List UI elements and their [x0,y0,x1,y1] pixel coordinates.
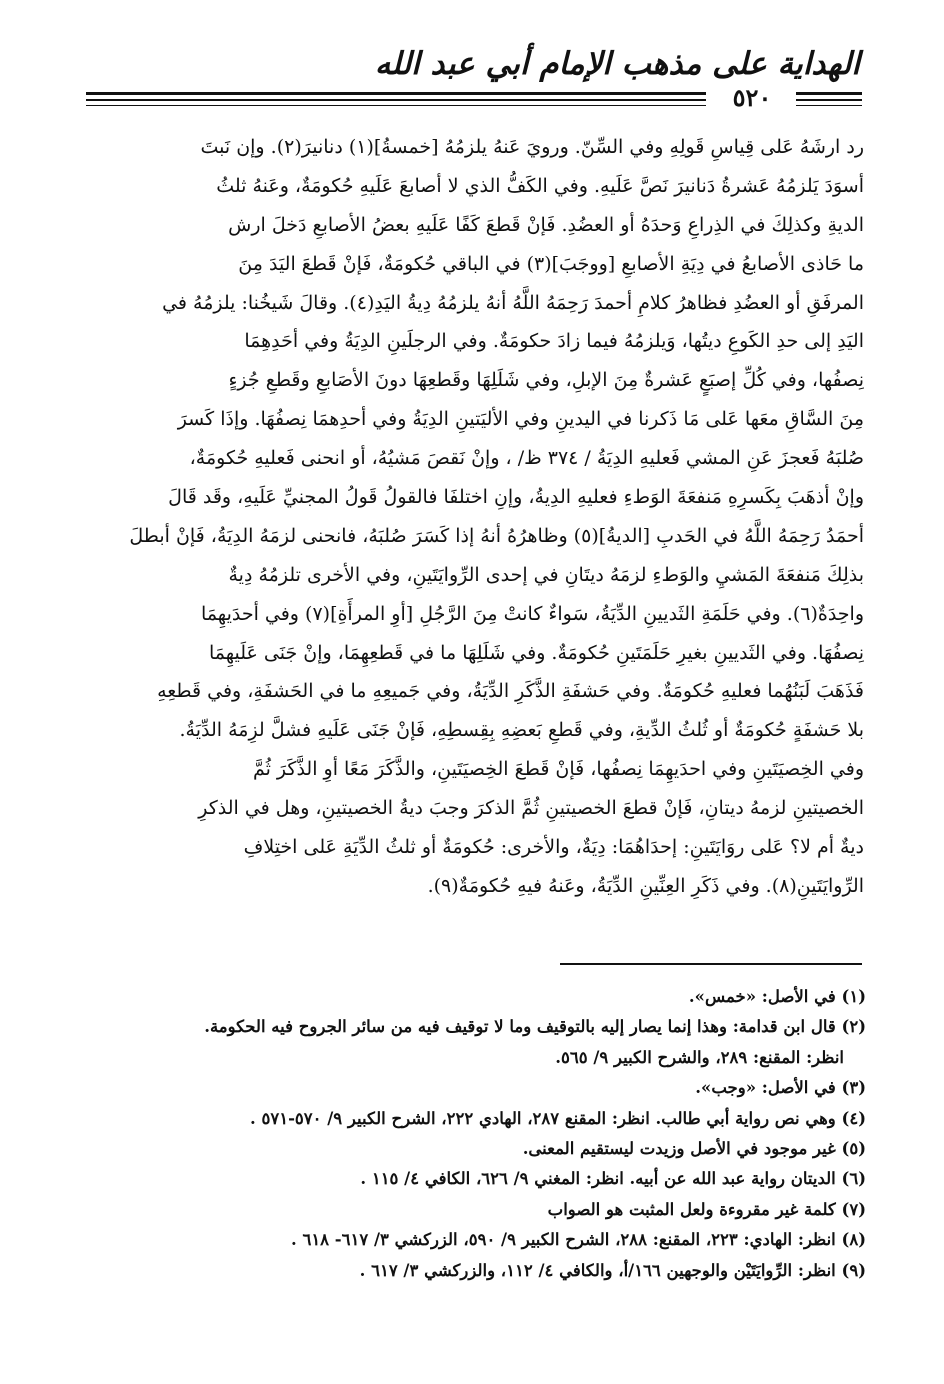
main-text [80,128,864,906]
text-line: بلا حَشفَةٍ حُكومَةٌ أو ثُلثُ الدِّيةِ، وفي قَطعِ بَعضِهِ بِقِسطِهِ، فَإنْ جَنَى عَلَيهِ فشلَّ لزِمَهُ الدِّيَةُ. [179,719,864,742]
header-rule [796,92,862,95]
footnote: (٣) في الأصل: «وجب». [695,1078,866,1098]
text-line: ديةٌ أم لا؟ عَلى روَايَتَينِ: إحدَاهُمَا: دِيَةٌ، والأخرى: حُكومَةٌ أو ثلثُ الدِّيَةِ عَلى اختِلافِ [243,836,864,859]
text-line: رد ارشَهُ عَلى قِياسِ قَولِهِ وفي السِّنّ. ورويَ عَنهُ يلزمُهُ [خمسةُ](١) دنانيرَ(٢). وإن نَبتَ [200,136,864,158]
text-line: أسوَدَ يَلزمُهُ عَشرةُ دَنانيرَ نَصَّ عَلَيهِ. وفي الكَفُّ الذي لا أصابعَ عَلَيهِ حُكومَةٌ، وعَنهُ ثلثُ [216,174,864,197]
text-line: وفي الخِصيَتَينِ وفي احدَيهِمَا نِصفُها، فَإنْ قَطعَ الخِصيَتَينِ، والذَّكَرَ مَعًا أوِ الذَّكَرَ ثُمَّ [252,758,864,781]
footnote: (٨) انظر: الهادي: ٢٢٣، المقنع: ٢٨٨، الشرح الكبير ٩/ ٥٩٠، الزركشي ٣/ ٦١٧- ٦١٨ . [290,1230,866,1250]
text-line: الرِّوايَتَينِ(٨). وفي ذَكَرِ العِنِّينِ الدِّيَةُ، وعَنهُ فيهِ حُكومَةٌ(٩). [427,874,864,897]
text-line: المرفَقِ أو العضُدِ فظاهرُ كلامِ أحمدَ رَحِمَهُ اللَّهُ أنهُ يلزمُهُ دِيةُ اليَدِ(٤). وقالَ شَيخُنا: يلزمُهُ في [162,291,864,314]
footnote: (٢) قال ابن قدامة: وهذا إنما يصار إليه بالتوقيف وما لا توقيف فيه من سائر الجروح فيه الحكومة. [204,1017,866,1037]
header-rule [796,105,862,106]
footnote: (٦) الديتان رواية عبد الله عن أبيه. انظر: المغني ٩/ ٦٢٦، الكافي ٤/ ١١٥ . [360,1169,866,1189]
text-line: فَذَهَبَ لَبَنُهُما فعليهِ حُكومَةٌ. وفي حَشفَةِ الذَّكَرِ الدِّيَةُ، وفي جَميعِهِ ما في الحَشفَةِ، وفي قَطعِهِ [157,680,864,703]
text-line: ما حَاذى الأصابعُ في دِيَةِ الأصابعِ [ووجَبَ](٣) في الباقي حُكومَةٌ، فَإنْ قَطعَ اليَدَ مِنَ [238,252,864,275]
text-line: نِصفُها، وفي كُلِّ إصبَعٍ عَشرةٌ مِنَ الإبلِ، وفي شَلَلِهَا وقَطعِهَا دونَ الأصَابعِ وقَطعِ جُزءٍ [228,369,864,392]
footnote: (١) في الأصل: «خمس». [688,987,866,1006]
text-line: الخصيتينِ لزمهُ ديتانِ، فَإنْ قطعَ الخصيتينِ ثُمَّ الذكرَ وجبَ ديةُ الخصيتينِ، وهل في الذكرِ [198,797,864,820]
text-line: نِصفُهَا. وفي الثَديينِ بغيرِ حَلَمَتَينِ حُكومَةٌ. وفي شَلَلِهَا ما في قَطعِهِمَا، وإنْ جَنَى عَلَيهِمَا [208,641,864,664]
header-rule [796,99,862,101]
text-line: مِنَ السَّاقِ معَها عَلى مَا ذَكرنا في اليدينِ وفي الأليَتينِ الدِيَةُ وفي أحدِهمَا نِصفُهَا. وإذَا كَسرَ [177,408,864,431]
text-line: صُلبَهُ فَعجزَ عَنِ المشي فَعليهِ الدِيَةُ / ٣٧٤ ظ/ ، وإنْ نَقصَ مَشيُهُ، أو انحنى فَعليهِ حُكومَةٌ، [189,447,864,470]
text-line: بذلِكَ مَنفعَةَ المَشيِ والوَطءِ لزمَهُ ديتَانِ في إحدى الرِّوايَتَينِ، وفي الأخرى تلزمُهُ دِيةٌ [228,563,864,586]
header-rule [86,105,706,106]
text-line: الديةِ وكذلِكَ في الذِراعِ وَحدَهُ أو العضُدِ. فَإنْ قَطعَ كَفًا عَلَيهِ بعضُ الأصابعِ دَخلَ ارش [228,213,864,236]
footnote: (٩) انظر: الرِّوايَتَيْن والوجهين ١٦٦/أ، والكافي ٤/ ١١٢، والزركشي ٣/ ٦١٧ . [359,1260,866,1280]
running-header-title: الهداية على مذهب الإمام أبي عبد الله [374,46,860,82]
footnote: (٤) وهي نص رواية أبي طالب. انظر: المقنع ٢٨٧، الهادي ٢٢٢، الشرح الكبير ٩/ ٥٧٠-٥٧١ . [249,1108,866,1128]
footnote-separator [560,963,862,965]
footnote: (٥) غير موجود في الأصل وزيدت ليستقيم المعنى. [522,1138,866,1158]
footnote: (٧) كلمة غير مقروءة ولعل المثبت هو الصواب [547,1199,866,1219]
footnotes [86,982,866,1286]
text-line: اليَدِ إلى حدِ الكَوعِ ديتُها، وَيلزمُهُ فيما زادَ حكومَةٌ. وفي الرجلَينِ الدِيَةُ وفي أحَدِهِمَا [244,330,864,353]
header-rule [86,92,706,95]
text-line: وإنْ أذهَبَ بِكَسرِهِ مَنفعَةَ الوَطءِ فعليهِ الدِيةُ، وإنِ اختلفَا فالقولُ قَولُ المجنيِّ عَلَيهِ، وقَد قَالَ [168,486,864,509]
header-rule [86,99,706,101]
text-line: واحِدَةٌ(٦). وفي حَلَمَةِ الثَديينِ الدِّيَةُ، سَواءٌ كانتْ مِنَ الرَّجُلِ [أوِ المرأَةِ](٧) وفي أحدَيهِمَا [201,602,864,625]
footnote-continuation: انظر: المقنع: ٢٨٩، والشرح الكبير ٩/ ٥٦٥. [555,1047,844,1067]
page-number: ٥٢٠ [732,83,772,112]
text-line: أحمَدُ رَحِمَهُ اللَّهُ في الحَدبِ [الديةُ](٥) وظاهرُهُ أنهُ إذا كَسَرَ صُلبَهُ، فانحنى لزمَهُ الدِيَةُ، فَإنْ أبطلَ [129,524,864,547]
